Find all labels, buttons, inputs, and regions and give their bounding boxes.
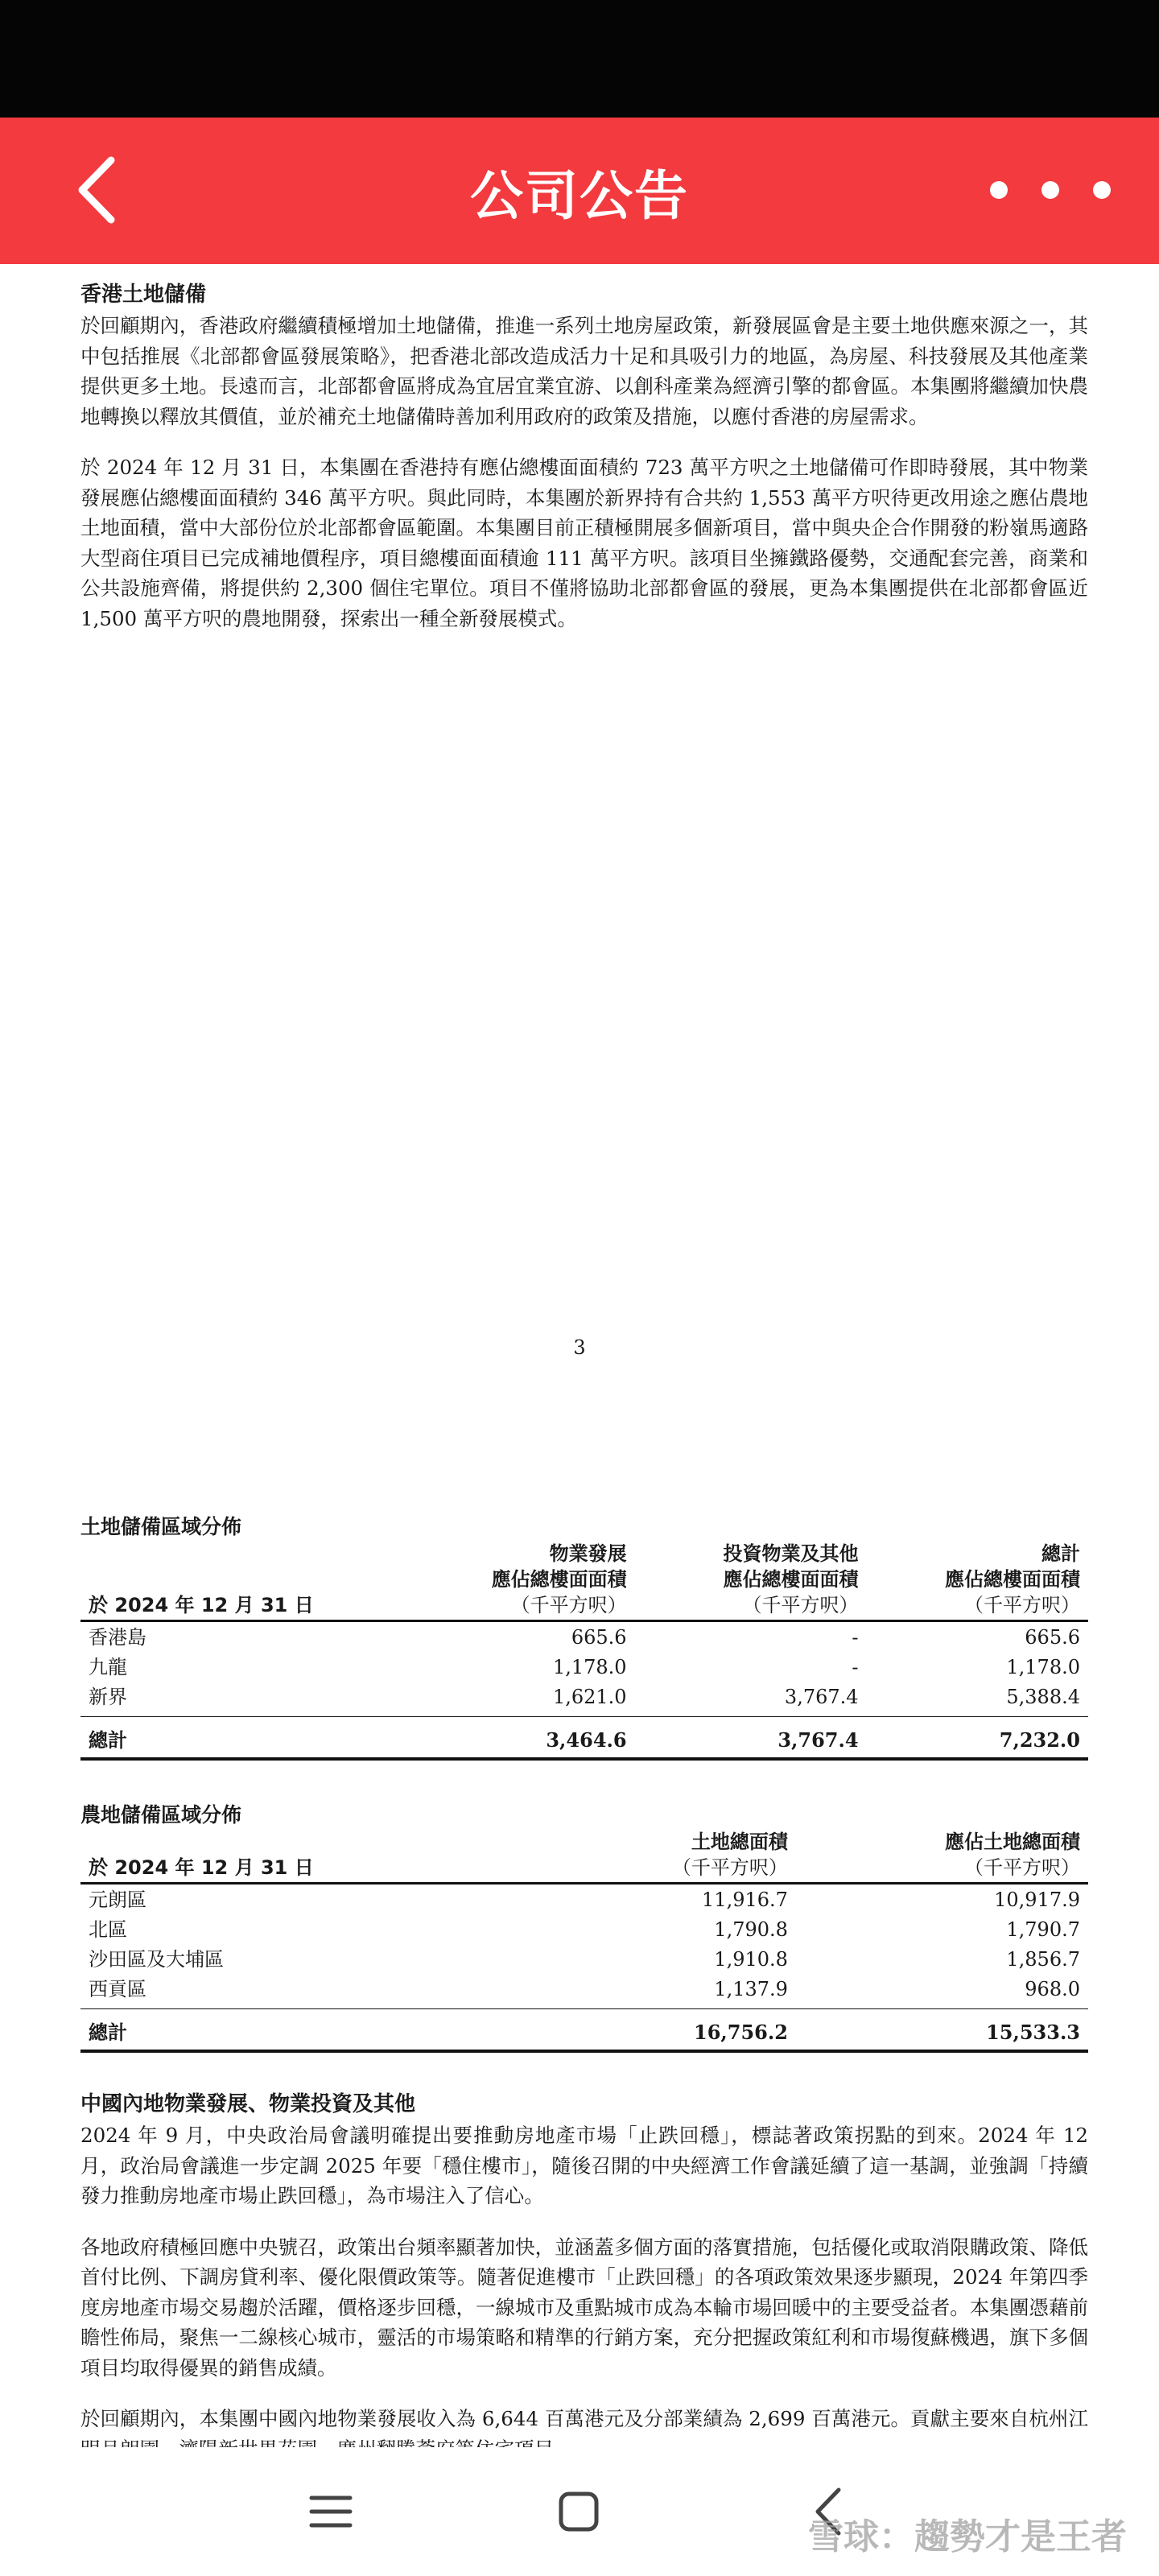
value-cell: 968.0 bbox=[796, 1974, 1088, 2009]
value-cell: 3,767.4 bbox=[635, 1682, 867, 1717]
more-dots-icon bbox=[1093, 181, 1111, 199]
landbank-table-section bbox=[80, 1513, 1088, 1761]
table-total-row bbox=[80, 1717, 1088, 1760]
page-title: 公司公告 bbox=[470, 165, 689, 227]
value-cell: 1,790.8 bbox=[714, 1918, 788, 1941]
region-cell: 九龍 bbox=[89, 1656, 127, 1678]
value-cell: 1,137.9 bbox=[504, 1974, 796, 2009]
column-header: 應佔土地總面積 bbox=[945, 1831, 1080, 1853]
table-row bbox=[80, 1621, 1088, 1653]
value-cell: 1,178.0 bbox=[552, 1656, 627, 1678]
column-unit: （千平方呎） bbox=[403, 1592, 635, 1621]
total-value: 7,232.0 bbox=[867, 1717, 1088, 1760]
value-cell: 1,178.0 bbox=[1006, 1656, 1080, 1678]
paragraph: 2024 年 9 月，中央政治局會議明確提出要推動房地產市場「止跌回穩」，標誌著政策拐點的到來。2024 年 12 月，政治局會議進一步定調 2025 年要「穩住樓市」，隨後召開的中央經濟工作會議延續了這一基調，並強調「持續發力推動房地產市場止跌回穩」，為市場注入了信心。 bbox=[80, 2124, 1088, 2207]
value-cell: 5,388.4 bbox=[867, 1682, 1088, 1717]
section-hk-landbank bbox=[80, 282, 1088, 654]
paragraph: 各地政府積極回應中央號召，政策出台頻率顯著加快，並涵蓋多個方面的落實措施，包括優化或取消限購政策、降低首付比例、下調房貸利率、優化限價政策等。隨著促進樓市「止跌回穩」的各項政策效果逐步顯現，2024 年第四季度房地產市場交易趨於活躍，價格逐步回穩，一線城市及重點城市成為本輪市場回暖中的主要受益者。本集團憑藉前瞻性佈局，聚焦一二線核心城市，靈活的市場策略和精準的行銷方案，充分把握政策紅利和市場復蘇機遇，旗下多個項目均取得優異的銷售成績。 bbox=[80, 2235, 1088, 2380]
table-title: 農地儲備區域分佈 bbox=[80, 1803, 242, 1827]
value-cell: 1,790.7 bbox=[1006, 1918, 1080, 1941]
menu-icon bbox=[307, 2491, 355, 2532]
value-cell: 1,856.7 bbox=[1006, 1948, 1080, 1971]
total-value: 16,756.2 bbox=[504, 2009, 796, 2052]
total-value: 3,464.6 bbox=[403, 1717, 635, 1760]
region-cell: 沙田區及大埔區 bbox=[89, 1948, 224, 1971]
region-cell: 新界 bbox=[80, 1682, 403, 1717]
table-row bbox=[80, 1914, 1088, 1944]
home-button[interactable] bbox=[542, 2479, 615, 2544]
value-cell: 10,917.9 bbox=[994, 1889, 1080, 1911]
value-cell: 1,621.0 bbox=[403, 1682, 635, 1717]
table-title: 土地儲備區域分佈 bbox=[80, 1515, 242, 1538]
table-row bbox=[80, 1652, 1088, 1682]
farmland-table-section bbox=[80, 1802, 1088, 2053]
column-header: 物業發展 bbox=[549, 1542, 627, 1565]
column-header: 土地總面積 bbox=[691, 1831, 788, 1853]
value-cell: 665.6 bbox=[1025, 1626, 1080, 1649]
value-cell: 1,910.8 bbox=[714, 1948, 788, 1971]
section-mainland bbox=[80, 2091, 1088, 2485]
region-cell: 西貢區 bbox=[80, 1974, 504, 2009]
date-label: 於 2024 年 12 月 31 日 bbox=[80, 1592, 403, 1621]
column-header: 應佔總樓面面積 bbox=[491, 1568, 627, 1591]
home-icon bbox=[555, 2487, 603, 2536]
column-header: 應佔總樓面面積 bbox=[723, 1568, 859, 1591]
table-total-row bbox=[80, 2009, 1088, 2052]
value-cell: - bbox=[852, 1656, 859, 1678]
table-row bbox=[80, 1682, 1088, 1717]
date-label: 於 2024 年 12 月 31 日 bbox=[80, 1855, 504, 1884]
column-unit: （千平方呎） bbox=[504, 1855, 796, 1884]
section-title: 中國內地物業發展、物業投資及其他 bbox=[80, 2092, 416, 2116]
more-dots-icon bbox=[1041, 181, 1059, 199]
column-header: 應佔總樓面面積 bbox=[945, 1568, 1080, 1591]
paragraph: 於 2024 年 12 月 31 日，本集團在香港持有應佔總樓面面積約 723 萬平方呎之土地儲備可作即時發展，其中物業發展應佔總樓面面積約 346 萬平方呎。與此同時，本集團於新界持有合共約 1,553 萬平方呎待更改用途之應佔農地土地面積，當中大部份位於北部都會區範圍。本集團目前正積極開展多個新項目，當中與央企合作開發的粉嶺馬適路大型商住項目已完成補地價程序，項目總樓面面積逾 111 萬平方呎。該項目坐擁鐵路優勢，交通配套完善，商業和公共設施齊備，將提供約 2,300 個住宅單位。項目不僅將協助北部都會區的發展，更為本集團提供在北部都會區近 1,500 萬平方呎的農地開發，探索出一種全新發展模式。 bbox=[80, 456, 1088, 630]
watermark: 雪球：趨勢才是王者 bbox=[808, 2516, 1127, 2557]
total-label: 總計 bbox=[80, 1717, 403, 1760]
recent-apps-button[interactable] bbox=[295, 2479, 367, 2544]
section-title: 香港土地儲備 bbox=[80, 283, 207, 307]
farmland-table bbox=[80, 1829, 1088, 2053]
column-header: 總計 bbox=[1041, 1542, 1080, 1565]
page-number: 3 bbox=[573, 1336, 586, 1359]
column-header: 投資物業及其他 bbox=[723, 1542, 859, 1565]
region-cell: 香港島 bbox=[89, 1626, 146, 1649]
more-options-button[interactable] bbox=[990, 166, 1111, 214]
landbank-table bbox=[80, 1541, 1088, 1761]
app-header bbox=[0, 118, 1159, 264]
table-row bbox=[80, 1884, 1088, 1915]
column-unit: （千平方呎） bbox=[867, 1592, 1088, 1621]
region-cell: 北區 bbox=[89, 1918, 127, 1941]
paragraph: 於回顧期內，本集團中國內地物業發展收入為 6,644 百萬港元及分部業績為 2,699 百萬港元。貢獻主要來自杭州江 bbox=[80, 2407, 1088, 2430]
total-label: 總計 bbox=[80, 2009, 504, 2052]
column-unit: （千平方呎） bbox=[635, 1592, 867, 1621]
value-cell: 11,916.7 bbox=[702, 1889, 788, 1911]
table-row bbox=[80, 1974, 1088, 2009]
more-dots-icon bbox=[990, 181, 1008, 199]
value-cell: 665.6 bbox=[571, 1626, 627, 1649]
status-bar bbox=[0, 0, 1159, 118]
column-unit: （千平方呎） bbox=[796, 1855, 1088, 1884]
region-cell: 元朗區 bbox=[89, 1889, 146, 1911]
table-row bbox=[80, 1944, 1088, 1974]
value-cell: - bbox=[852, 1626, 859, 1649]
total-value: 3,767.4 bbox=[635, 1717, 867, 1760]
paragraph: 於回顧期內，香港政府繼續積極增加土地儲備，推進一系列土地房屋政策，新發展區會是主要土地供應來源之一，其中包括推展《北部都會區發展策略》，把香港北部改造成活力十足和具吸引力的地區，為房屋、科技發展及其他產業提供更多土地。長遠而言，北部都會區將成為宜居宜業宜游、以創科產業為經濟引擎的都會區。本集團將繼續加快農地轉換以釋放其價值，並於補充土地儲備時善加利用政府的政策及措施，以應付香港的房屋需求。 bbox=[80, 314, 1088, 428]
total-value: 15,533.3 bbox=[796, 2009, 1088, 2052]
